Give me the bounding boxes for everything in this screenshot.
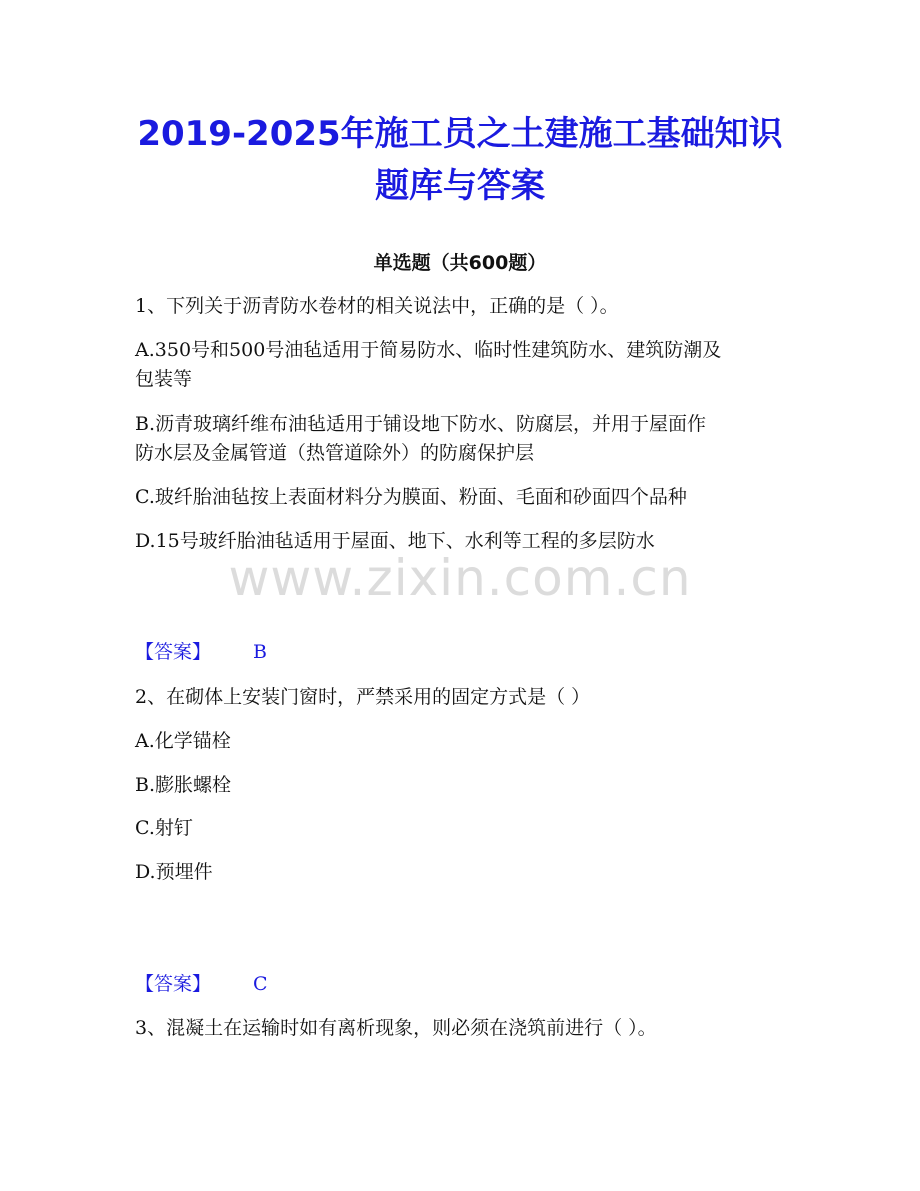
answer-label: 【答案】 [135, 973, 212, 995]
section-heading: 单选题（共600题） [373, 252, 547, 274]
answer-value: C [253, 973, 268, 995]
answer-label: 【答案】 [135, 641, 212, 663]
question-1-option-a-line-1: A.350号和500号油毡适用于简易防水、临时性建筑防水、建筑防潮及 [135, 339, 722, 361]
question-1-option-d: D.15号玻纤胎油毡适用于屋面、地下、水利等工程的多层防水 [135, 530, 655, 552]
question-2-option-d: D.预埋件 [135, 861, 213, 883]
title-line-1: 2019-2025年施工员之土建施工基础知识 [137, 114, 783, 154]
question-1-option-b-line-2: 防水层及金属管道（热管道除外）的防腐保护层 [135, 442, 535, 464]
question-1-stem: 1、下列关于沥青防水卷材的相关说法中，正确的是（ ）。 [135, 295, 619, 317]
question-1-option-c: C.玻纤胎油毡按上表面材料分为膜面、粉面、毛面和砂面四个品种 [135, 486, 687, 508]
question-2-option-b: B.膨胀螺栓 [135, 774, 232, 796]
answer-value: B [253, 641, 267, 663]
question-1-option-a-line-2: 包装等 [135, 368, 193, 390]
question-2-stem: 2、在砌体上安装门窗时，严禁采用的固定方式是（ ） [135, 686, 591, 708]
title-line-2: 题库与答案 [375, 166, 545, 206]
question-2-answer [135, 969, 268, 999]
question-3-stem: 3、混凝土在运输时如有离析现象，则必须在浇筑前进行（ ）。 [135, 1017, 657, 1039]
watermark: www.zixin.com.cn [228, 549, 692, 607]
document-title [110, 108, 810, 212]
question-1-answer [135, 637, 267, 667]
question-1-option-b-line-1: B.沥青玻璃纤维布油毡适用于铺设地下防水、防腐层，并用于屋面作 [135, 413, 707, 435]
question-2-option-c: C.射钉 [135, 817, 193, 839]
question-2-option-a: A.化学锚栓 [135, 730, 231, 752]
